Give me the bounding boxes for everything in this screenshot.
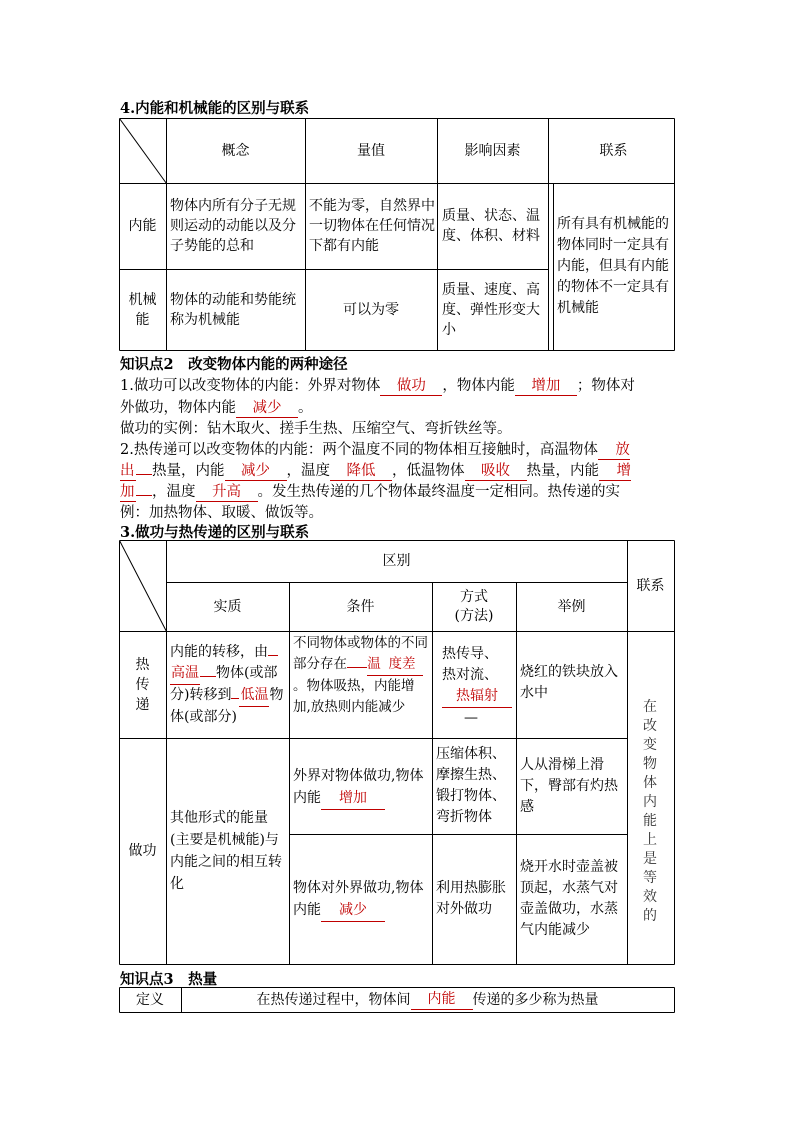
t2-work-method2: 利用热膨胀对外做功 — [436, 880, 506, 917]
t2-header-method: 方式 (方法) — [454, 588, 494, 624]
kp2-line1: 1.做功可以改变物体的内能：外界对物体 做功 ，物体内能 增加 ；物体对 — [120, 374, 635, 396]
t2-heat-essence: 内能的转移，由高温 物体(或部分)转移到 低温物体(或部分) — [170, 644, 284, 725]
blank-work: 做功 — [380, 374, 442, 396]
blank-decrease: 减少 — [236, 396, 298, 418]
t2-heat-condition: 不同物体或物体的不同部分存在 温 度差。物体吸热，内能增加,放热则内能减少 — [293, 635, 428, 715]
t2-work-cond1: 外界对物体做功,物体内能 增加 — [293, 765, 430, 810]
t2-header-diff: 区别 — [382, 553, 411, 569]
t1-mechanical-concept: 物体的动能和势能统称为机械能 — [170, 291, 296, 328]
kp3-title: 知识点3 热量 — [120, 971, 218, 988]
blank-internal-energy: 内能 — [411, 989, 473, 1010]
t2-heat-label: 热传递 — [135, 656, 150, 713]
t1-row-label-internal: 内能 — [128, 218, 157, 234]
section4-title: 4.内能和机械能的区别与联系 — [120, 100, 310, 117]
blank-increase: 增加 — [515, 374, 577, 396]
t1-mechanical-value: 可以为零 — [343, 301, 399, 318]
t2-header-example: 举例 — [557, 598, 586, 615]
t1-header-factors: 影响因素 — [464, 142, 521, 159]
kp2-line5: 出 热量，内能 减少 ，温度 降低 ，低温物体 吸收 热量，内能 增 — [120, 459, 631, 481]
t2-work-essence: 其他形式的能量(主要是机械能)与内能之间的相互转化 — [170, 810, 282, 892]
t1-header-concept: 概念 — [221, 142, 250, 159]
t2-work-example2: 烧开水时壶盖被顶起，水蒸气对壶盖做功，水蒸气内能减少 — [520, 859, 618, 938]
t1-row-label-mechanical: 机械能 — [128, 291, 157, 328]
t1-mechanical-factors: 质量、速度、高度、弹性形变大小 — [442, 281, 540, 338]
t2-header-essence: 实质 — [213, 598, 242, 615]
t1-relation: 所有具有机械能的物体同时一定具有内能，但具有内能的物体不一定具有机械能 — [557, 216, 669, 316]
t2-heat-method: 热传导、 热对流、 热辐射 — — [442, 644, 516, 729]
t2-work-cond2: 物体对外界做功,物体内能 减少 — [293, 877, 430, 922]
t2-header-relation: 联系 — [636, 577, 665, 594]
section3-title: 3.做功与热传递的区别与联系 — [120, 524, 310, 541]
t2-work-method1: 压缩体积、摩擦生热、锻打物体、弯折物体 — [436, 746, 506, 825]
kp2-title: 知识点2 改变物体内能的两种途径 — [120, 356, 348, 373]
t1-header-relation: 联系 — [599, 142, 628, 159]
t2-heat-example: 烧红的铁块放入水中 — [520, 664, 618, 701]
kp3-def-label: 定义 — [136, 991, 164, 1008]
kp2-line2: 外做功，物体内能 减少 。 — [120, 396, 313, 418]
t2-work-example1: 人从滑梯上滑下，臀部有灼热感 — [520, 756, 618, 815]
kp3-def-text: 在热传递过程中，物体间 内能 传递的多少称为热量 — [181, 987, 674, 1012]
kp2-line4: 2.热传递可以改变物体的内能：两个温度不同的物体相互接触时，高温物体 放 — [120, 438, 630, 460]
t1-header-value: 量值 — [357, 142, 385, 159]
t2-relation: 在改变物体内能上是等效的 — [643, 699, 657, 924]
kp2-line7: 例：加热物体、取暖、做饭等。 — [120, 505, 323, 521]
t2-header-condition: 条件 — [346, 598, 375, 615]
kp2-line3: 做功的实例：钻木取火、搓手生热、压缩空气、弯折铁丝等。 — [120, 421, 512, 437]
t1-internal-factors: 质量、状态、温度、体积、材料 — [442, 208, 540, 244]
t1-internal-concept: 物体内所有分子无规则运动的动能以及分子势能的总和 — [170, 198, 296, 254]
kp2-line6: 加 ，温度 升高 。发生热传递的几个物体最终温度一定相同。热传递的实 — [120, 480, 620, 502]
t2-work-label: 做功 — [128, 843, 157, 859]
t1-internal-value: 不能为零，自然界中一切物体在任何情况下都有内能 — [309, 198, 435, 254]
